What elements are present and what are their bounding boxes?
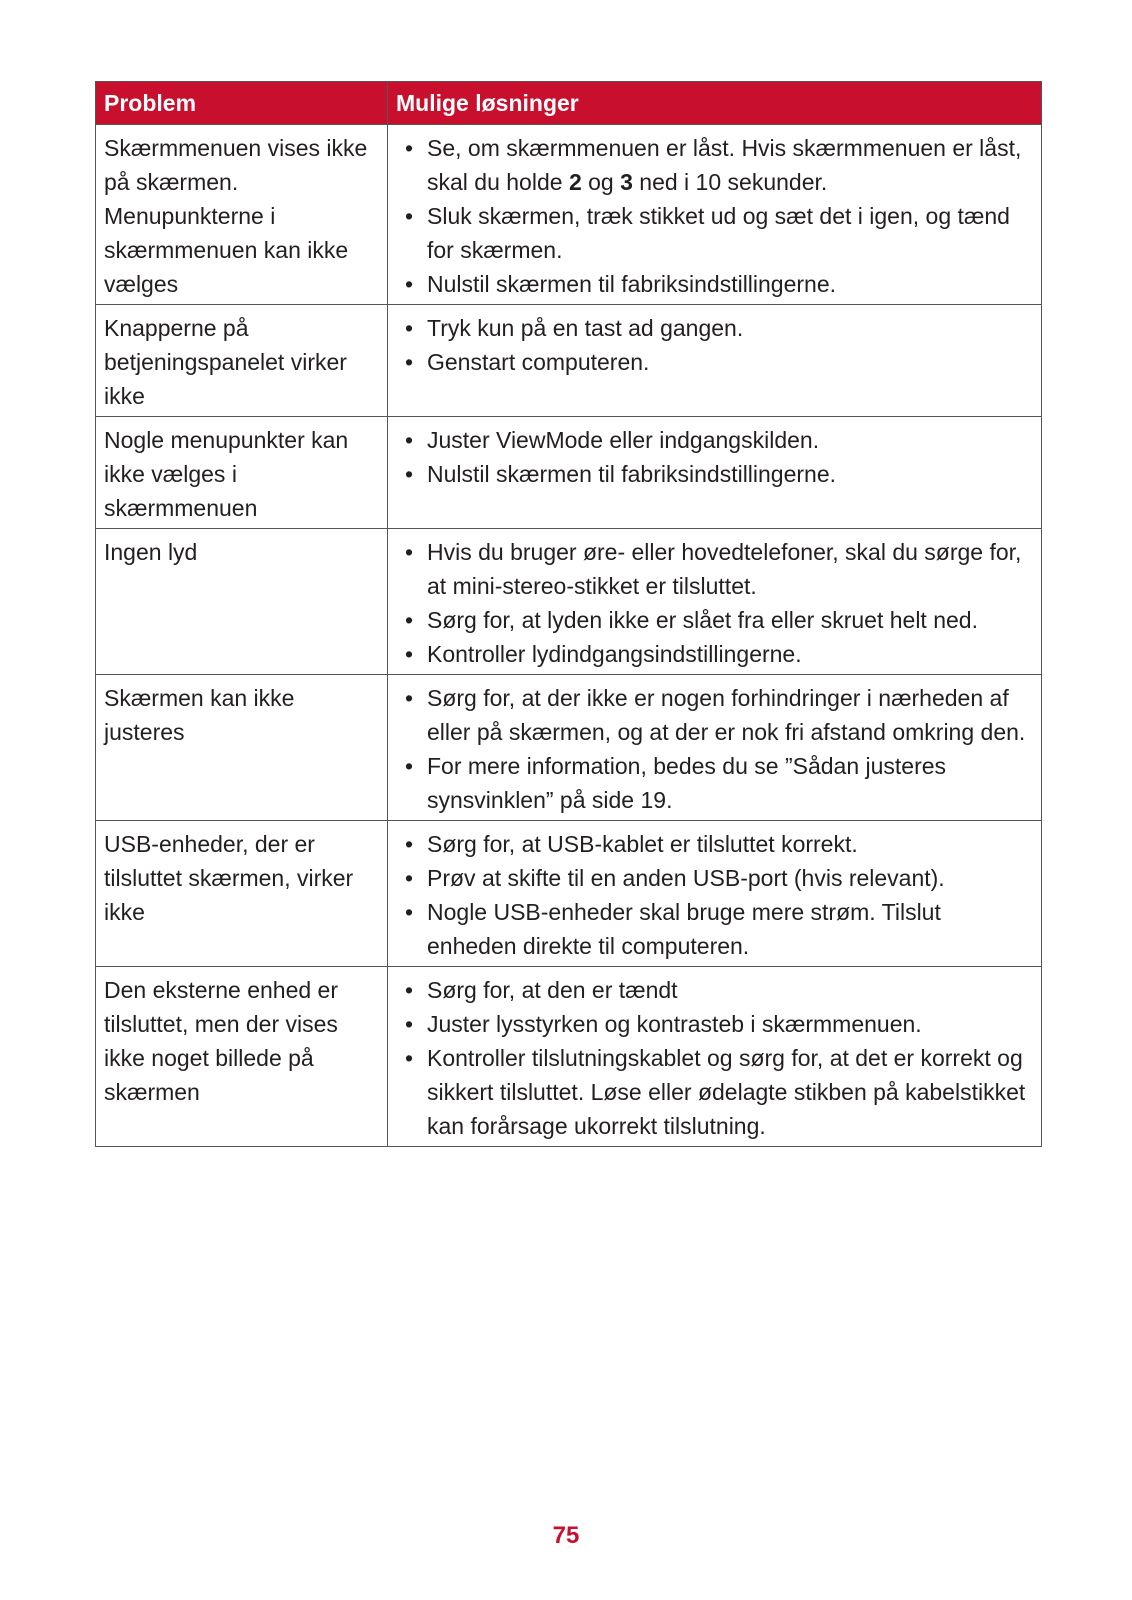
table-row (96, 967, 1042, 1147)
problem-cell: Skærmen kan ikke justeres (96, 675, 388, 821)
solutions-cell (388, 821, 1042, 967)
solution-item: • For mere information, bedes du se ”Sådan justeres synsvinklen” på side 19. (395, 749, 1035, 817)
solution-list (395, 423, 1035, 491)
table-row (96, 125, 1042, 305)
key-3: 3 (620, 169, 633, 195)
troubleshooting-table (95, 81, 1042, 1147)
solutions-cell (388, 305, 1042, 417)
solution-list (395, 973, 1035, 1143)
solution-list (395, 681, 1035, 817)
solution-item: • Sørg for, at USB-kablet er tilsluttet korrekt. (395, 827, 1035, 861)
solutions-cell (388, 675, 1042, 821)
table-header-row (96, 82, 1042, 125)
solution-list (395, 827, 1035, 963)
solution-item: • Sørg for, at lyden ikke er slået fra eller skruet helt ned. (395, 603, 1035, 637)
solution-item: • Juster ViewMode eller indgangskilden. (395, 423, 1035, 457)
problem-cell: Knapperne på betjeningspanelet virker ikke (96, 305, 388, 417)
solution-item: • Tryk kun på en tast ad gangen. (395, 311, 1035, 345)
solution-item: • Kontroller tilslutningskablet og sørg for, at det er korrekt og sikkert tilsluttet. Løse eller ødelagte stikben på kabelstikket kan forårsage ukorrekt tilslutning. (395, 1041, 1035, 1143)
solution-item: • Sørg for, at den er tændt (395, 973, 1035, 1007)
table-row (96, 675, 1042, 821)
problem-cell: Den eksterne enhed er tilsluttet, men der vises ikke noget billede på skærmen (96, 967, 388, 1147)
solution-item: • Sluk skærmen, træk stikket ud og sæt det i igen, og tænd for skærmen. (395, 199, 1035, 267)
solution-item: • Genstart computeren. (395, 345, 1035, 379)
table-row (96, 821, 1042, 967)
header-problem: Problem (96, 82, 388, 125)
solution-list (395, 131, 1035, 301)
page-number: 75 (552, 1522, 580, 1549)
solution-item: • Nulstil skærmen til fabriksindstillingerne. (395, 457, 1035, 491)
table-row (96, 529, 1042, 675)
solutions-cell (388, 967, 1042, 1147)
key-2: 2 (568, 169, 582, 195)
solution-item: • Juster lysstyrken og kontrasteb i skærmmenuen. (395, 1007, 1035, 1041)
solution-item: • Nogle USB-enheder skal bruge mere strøm. Tilslut enheden direkte til computeren. (395, 895, 1035, 963)
solutions-cell (388, 529, 1042, 675)
solution-item: • Se, om skærmmenuen er låst. Hvis skærmmenuen er låst, skal du holde 2 og 3 ned i 10 sekunder. (395, 131, 1035, 199)
solutions-cell (388, 417, 1042, 529)
solution-item: • Kontroller lydindgangsindstillingerne. (395, 637, 1035, 671)
solution-item: • Hvis du bruger øre- eller hovedtelefoner, skal du sørge for, at mini-stereo-stikket er tilsluttet. (395, 535, 1035, 603)
table-row (96, 305, 1042, 417)
solution-item: • Sørg for, at der ikke er nogen forhindringer i nærheden af eller på skærmen, og at der er nok fri afstand omkring den. (395, 681, 1035, 749)
solution-item: • Nulstil skærmen til fabriksindstillingerne. (395, 267, 1035, 301)
problem-cell: Ingen lyd (96, 529, 388, 675)
problem-cell: Skærmmenuen vises ikke på skærmen. Menupunkterne i skærmmenuen kan ikke vælges (96, 125, 388, 305)
problem-cell: USB-enheder, der er tilsluttet skærmen, virker ikke (96, 821, 388, 967)
solutions-cell (388, 125, 1042, 305)
header-solutions: Mulige løsninger (388, 82, 1042, 125)
problem-cell: Nogle menupunkter kan ikke vælges i skærmmenuen (96, 417, 388, 529)
solution-list (395, 311, 1035, 379)
solution-list (395, 535, 1035, 671)
table-row (96, 417, 1042, 529)
solution-item: • Prøv at skifte til en anden USB-port (hvis relevant). (395, 861, 1035, 895)
